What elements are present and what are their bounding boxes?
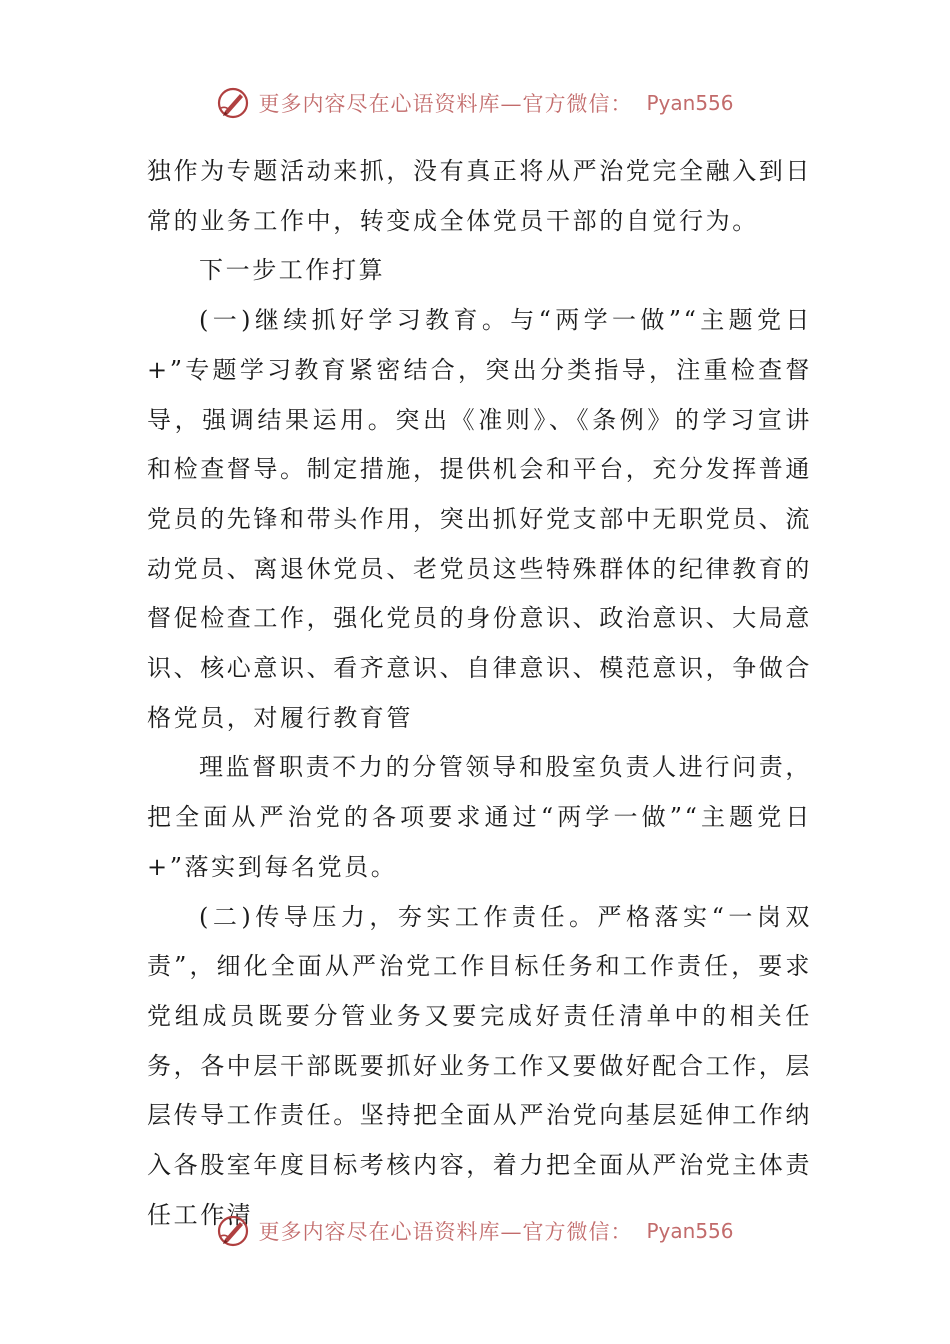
pen-logo-icon (216, 86, 250, 120)
paragraph: (二)传导压力，夯实工作责任。严格落实“一岗双责”，细化全面从严治党工作目标任务和工作责任，要求党组成员既要分管业务又要完成好责任清单中的相关任务，各中层干部既要抓好业务工作又要做好配合工作，层层传导工作责任。坚持把全面从严治党向基层延伸工作纳入各股室年度目标考核内容，着力把全面从严治党主体责任工作清 (147, 902, 812, 1229)
footer-watermark (0, 1211, 950, 1251)
section-heading: 下一步工作打算 (199, 256, 386, 285)
watermark-wechat-id: Pyan556 (646, 91, 734, 115)
paragraph: 独作为专题活动来抓，没有真正将从严治党完全融入到日常的业务工作中，转变成全体党员干部的自觉行为。 (147, 157, 812, 235)
watermark-wechat-id: Pyan556 (646, 1219, 734, 1243)
document-body (147, 147, 812, 1240)
paragraph: 理监督职责不力的分管领导和股室负责人进行问责，把全面从严治党的各项要求通过“两学一做”“主题党日+”落实到每名党员。 (147, 753, 812, 881)
pen-logo-icon (216, 1214, 250, 1248)
watermark-text: 更多内容尽在心语资料库—官方微信： (258, 1220, 633, 1244)
watermark-text: 更多内容尽在心语资料库—官方微信： (258, 92, 633, 116)
header-watermark (0, 83, 950, 123)
paragraph: (一)继续抓好学习教育。与“两学一做”“主题党日+”专题学习教育紧密结合，突出分类指导，注重检查督导，强调结果运用。突出《准则》、《条例》的学习宣讲和检查督导。制定措施，提供机会和平台，充分发挥普通党员的先锋和带头作用，突出抓好党支部中无职党员、流动党员、离退休党员、老党员这些特殊群体的纪律教育的督促检查工作，强化党员的身份意识、政治意识、大局意识、核心意识、看齐意识、自律意识、模范意识，争做合格党员，对履行教育管 (147, 306, 812, 732)
